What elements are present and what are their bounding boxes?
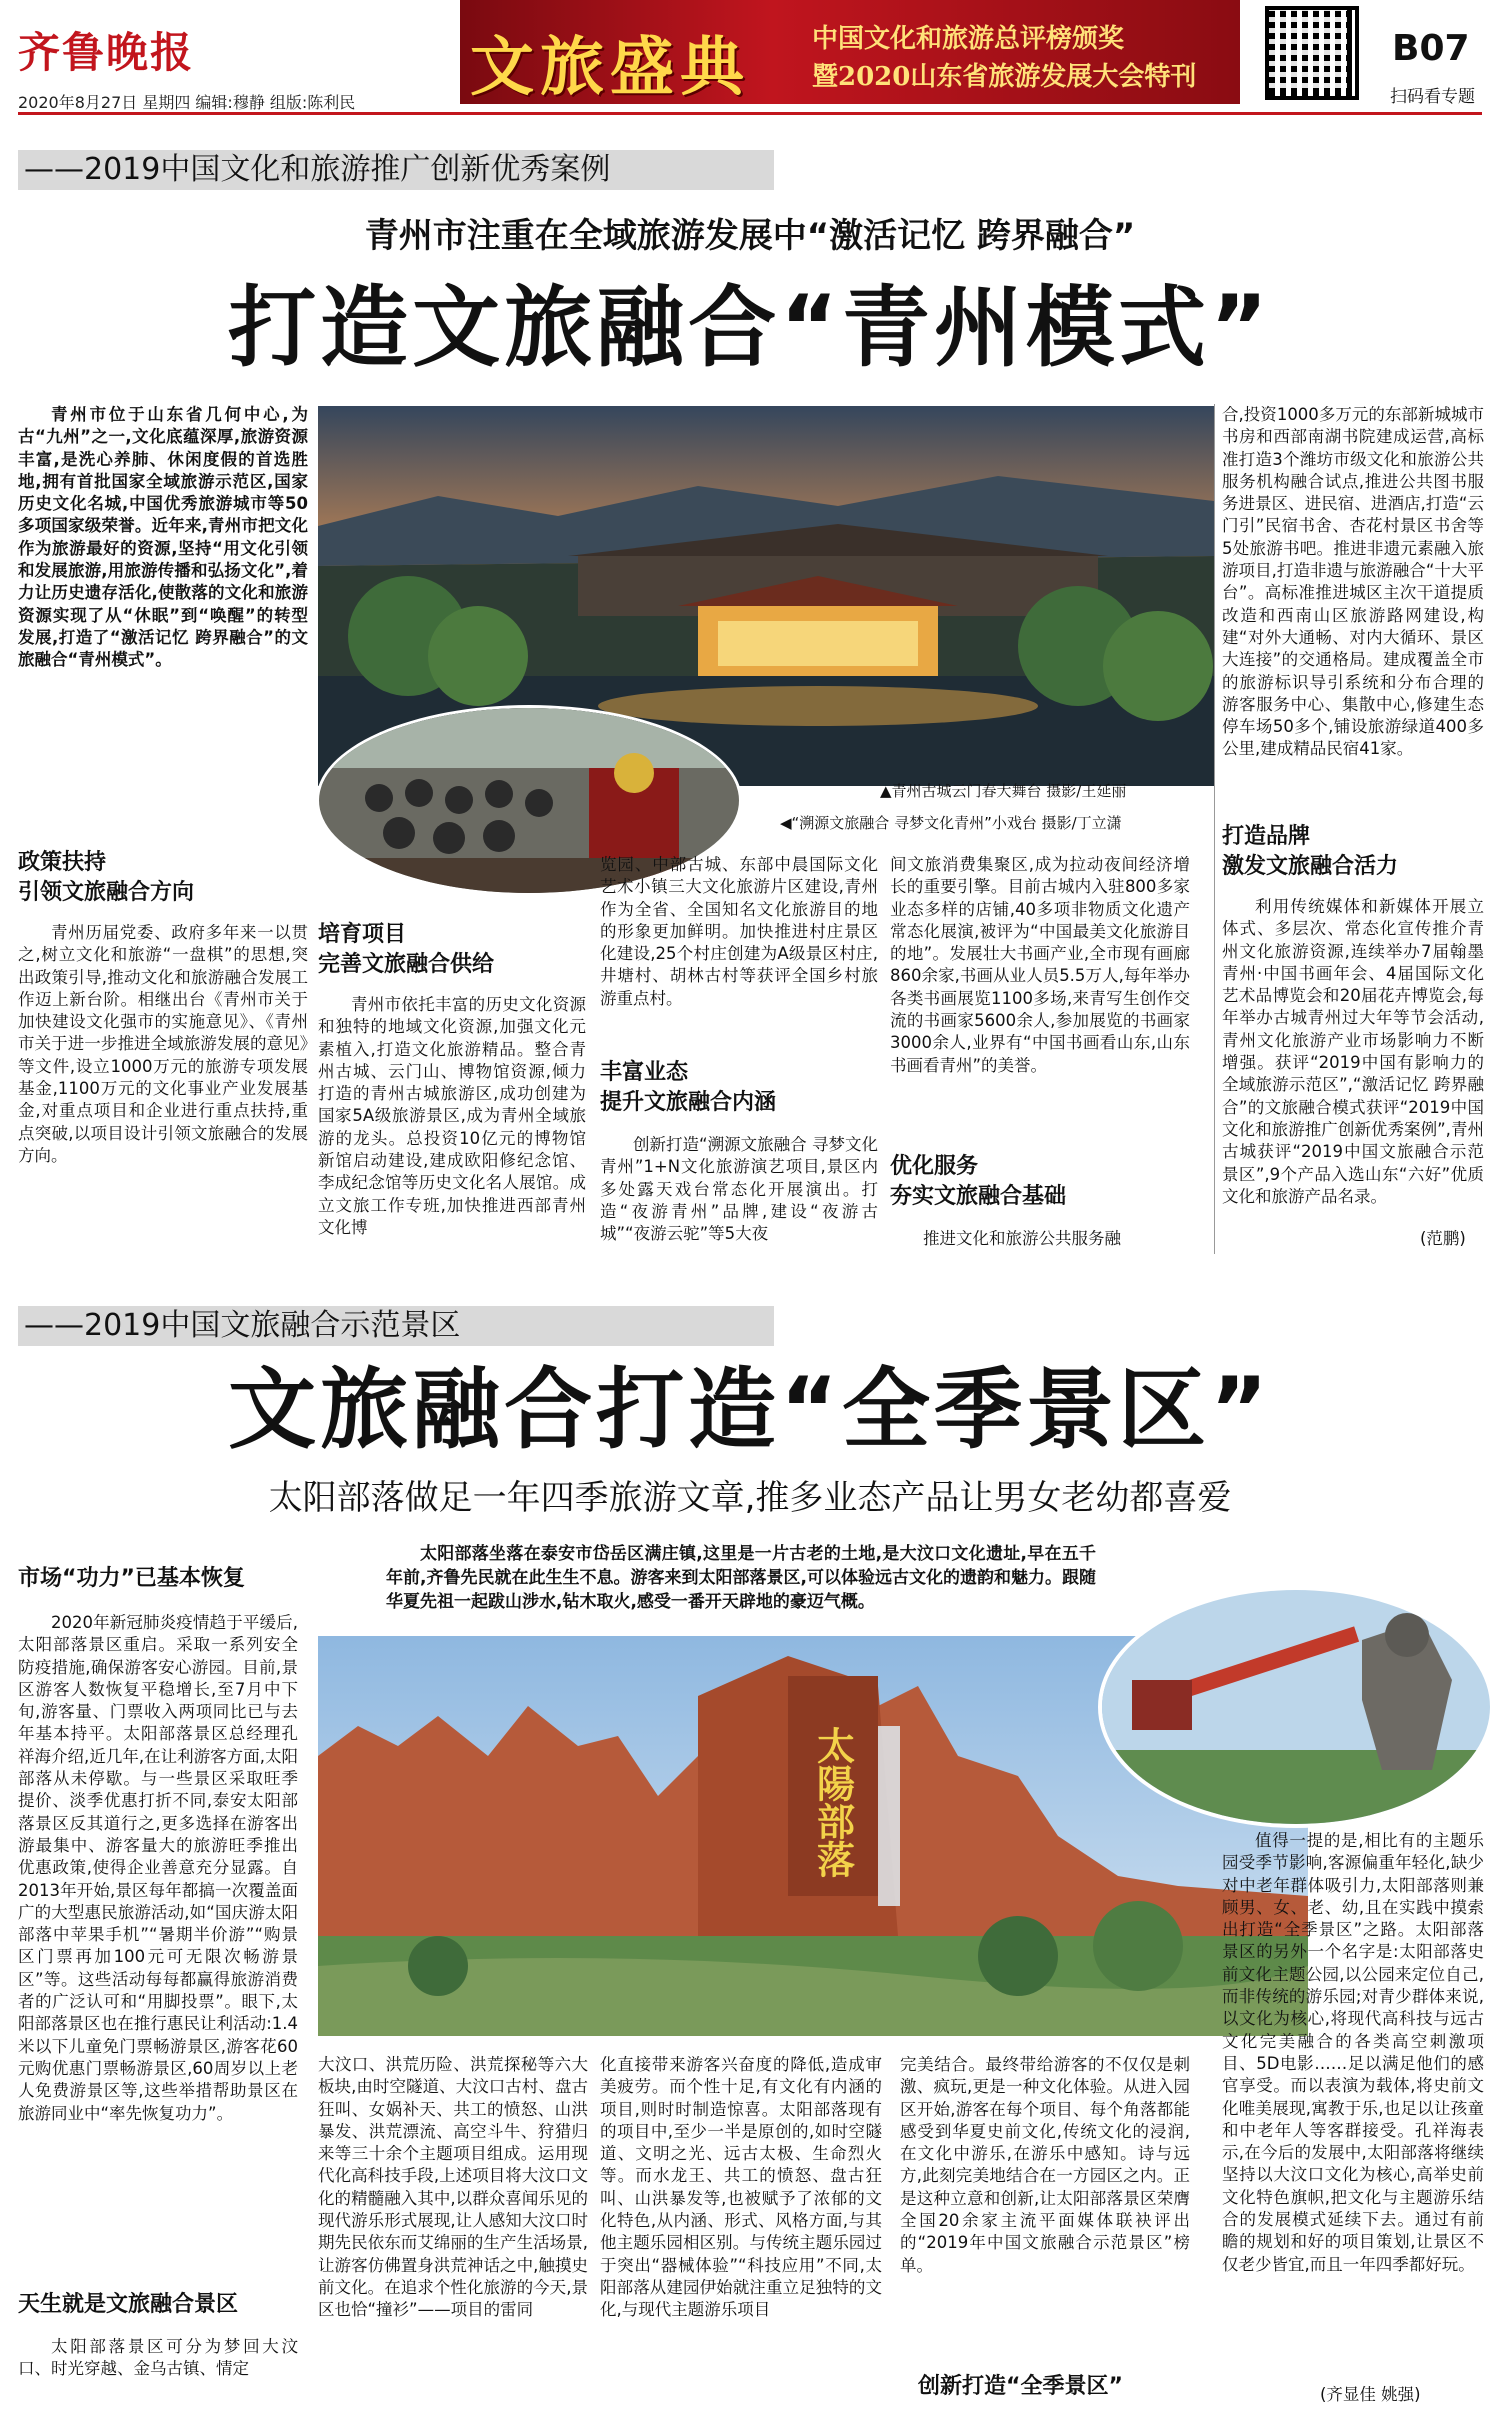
- sun-tribe-sign-text: 太陽部落: [810, 1726, 856, 1878]
- heading-brand: 打造品牌 激发文旅融合活力: [1222, 824, 1399, 879]
- story1-mid: 览园、中部古城、东部中晨国际文化艺术小镇三大文化旅游片区建设,青州作为全省、全国知名文化旅游目的地的形象更加鲜明。加快推进村庄景区化建设,25个村庄创建为A级景区村庄,井塘村、胡林古村等获评全国乡村旅游重点村。: [600, 855, 878, 1008]
- photo-ride-statue: [1098, 1586, 1494, 1828]
- story2-subhead: 太阳部落做足一年四季旅游文章,推多业态产品让男女老幼都喜爱: [268, 1478, 1232, 1518]
- story1-intro: 青州市位于山东省几何中心,为古“九州”之一,文化底蕴深厚,旅游资源丰富,是洗心养肺、休闲度假的首选胜地,拥有首批国家全域旅游示范区,国家历史文化名城,中国优秀旅游城市等50多项国家级荣誉。近年来,青州市把文化作为旅游最好的资源,坚持“用文化引领和发展旅游,用旅游传播和弘扬文化”,着力让历史遗存活化,使散落的文化和旅游资源实现了从“休眠”到“唤醒”的转型发展,打造了“激活记忆 跨界融合”的文旅融合“青州模式”。: [18, 405, 308, 670]
- story2-col3: 化直接带来游客兴奋度的降低,造成审美疲劳。而个性十足,有文化有内涵的项目,则时时制造惊喜。太阳部落现有的项目中,至少一半是原创的,如时空隧道、文明之光、远古太极、生命烈火等。而水龙王、共工的愤怒、盘古狂叫、山洪暴发等,也被赋予了浓郁的文化特色,从内涵、形式、风格方面,与其他主题乐园相区别。与传统主题乐园过于突出“器械体验”“科技应用”不同,太阳部落从建园伊始就注重立足独特的文化,与现代主题游乐项目: [600, 2055, 882, 2320]
- story1-subhead: 青州市注重在全域旅游发展中“激活记忆 跨界融合”: [364, 216, 1136, 256]
- caption-2: ◀“溯源文旅融合 寻梦文化青州”小戏台 摄影/丁立潇: [780, 814, 1122, 832]
- story2-lead: 太阳部落坐落在泰安市岱岳区满庄镇,这里是一片古老的土地,是大汶口文化遗址,早在五千年前,齐鲁先民就在此生生不息。游客来到太阳部落景区,可以体验远古文化的遗韵和魅力。跟随华夏先祖一起跋山涉水,钻木取火,感受一番开天辟地的豪迈气概。: [386, 1544, 1096, 1612]
- story2-col2: 大汶口、洪荒历险、洪荒探秘等六大板块,由时空隧道、大汶口古村、盘古狂叫、女娲补天、共工的愤怒、山洪暴发、洪荒漂流、高空斗牛、狩猎归来等三十余个主题项目组成。运用现代化高科技手段,上述项目将大汶口文化的精髓融入其中,以群众喜闻乐见的现代游乐形式展现,让人感知大汶口时期先民依东而艾绵丽的生产生活场景,让游客仿佛置身洪荒神话之中,触摸史前文化。在追求个性化旅游的今天,景区也恰“撞衫”——项目的雷同: [318, 2055, 588, 2320]
- heading-policy: 政策扶持 引领文旅融合方向: [18, 850, 195, 905]
- scan-label: 扫码看专题: [1390, 87, 1475, 107]
- story1-project: 青州市依托丰富的历史文化资源和独特的地域文化资源,加强文化元素植入,打造文化旅游精品。整合青州古城、云门山、博物馆资源,倾力打造的青州古城旅游区,成功创建为国家5A级旅游景区,成为青州全域旅游的龙头。总投资10亿元的博物馆新馆启动建设,建成欧阳修纪念馆、李成纪念馆等历史文化名人展馆。成立文旅工作专班,加快推进西部青州文化博: [318, 995, 586, 1237]
- story2-right: 值得一提的是,相比有的主题乐园受季节影响,客源偏重年轻化,缺少对中老年群体吸引力,太阳部落则兼顾男、女、老、幼,且在实践中摸索出打造“全季景区”之路。太阳部落景区的另外一个名字是:太阳部落史前文化主题公园,以公园来定位自己,而非传统的游乐园;对青少群体来说,以文化为核心,将现代高科技与远古文化完美融合的各类高空刺激项目、5D电影……足以满足他们的感官享受。而以表演为载体,将史前文化唯美展现,寓教于乐,也足以让孩童和中老年人等客群接受。孔祥海表示,在今后的发展中,太阳部落将继续坚持以大汶口文化为核心,高举史前文化特色旗帜,把文化与主题游乐结合的发展模式延续下去。通过有前瞻的规划和好的项目策划,让景区不仅老少皆宜,而且一年四季都好玩。: [1222, 1831, 1484, 2274]
- heading-biz: 丰富业态 提升文旅融合内涵: [600, 1060, 777, 1115]
- story1-brand: 利用传统媒体和新媒体开展立体式、多层次、常态化宣传推介青州文化旅游资源,连续举办7届翰墨青州·中国书画年会、4届国际文化艺术品博览会和20届花卉博览会,每年举办古城青州过大年等节会活动,青州文化旅游产业市场影响力不断增强。获评“2019中国有影响力的全域旅游示范区”,“激活记忆 跨界融合”的文旅融合模式获评“2019中国文化和旅游推广创新优秀案例”,青州古城获评“2019中国文旅融合示范景区”,9个产品入选山东“六好”优质文化和旅游产品名录。: [1222, 897, 1484, 1206]
- page-number: B07: [1392, 28, 1470, 69]
- section-bar-1: ——2019中国文化和旅游推广创新优秀案例: [18, 150, 774, 190]
- section-bar-2: ——2019中国文旅融合示范景区: [18, 1306, 774, 1346]
- story1-biz: 创新打造“溯源文旅融合 寻梦文化青州”1+N文化旅游演艺项目,景区内多处露天戏台常态化开展演出。打造“夜游青州”品牌,建设“夜游古城”“夜游云驼”等5大夜: [600, 1135, 878, 1244]
- heading-service: 优化服务 夯实文旅融合基础: [890, 1154, 1067, 1209]
- issue-meta: 2020年8月27日 星期四 编辑:穆静 组版:陈利民: [18, 93, 356, 112]
- heading-project: 培育项目 完善文旅融合供给: [318, 922, 495, 977]
- banner-subtitle-2: 暨2020山东省旅游发展大会特刊: [812, 62, 1197, 92]
- banner-subtitle-1: 中国文化和旅游总评榜颁奖: [812, 24, 1125, 54]
- story1-col4: 间文旅消费集聚区,成为拉动夜间经济增长的重要引擎。目前古城内入驻800多家业态多样的店铺,40多项非物质文化遗产常态化展演,被评为“中国最美文化旅游目的地”。发展壮大书画产业,全市现有画廊860余家,书画从业人员5.5万人,每年举办各类书画展览1100多场,来青写生创作交流的书画家5600余人,参加展览的书画家3000余人,业界有“中国书画看山东,山东书画看青州”的美誉。: [890, 855, 1190, 1075]
- masthead-logo: 齐鲁晚报: [18, 28, 195, 77]
- story1-policy: 青州历届党委、政府多年来一以贯之,树立文化和旅游“一盘棋”的思想,突出政策引导,推动文化和旅游融合发展工作迈上新台阶。相继出台《青州市关于加快建设文化强市的实施意见》、《青州市关于进一步推进全域旅游发展的意见》等文件,设立1000万元的旅游专项发展基金,1100万元的文化事业产业发展基金,对重点项目和企业进行重点扶持,重点突破,以项目设计引领文旅融合的发展方向。: [18, 923, 308, 1165]
- banner-title: 文旅盛典: [470, 30, 750, 105]
- qr-code-pattern: [1269, 10, 1347, 88]
- story1-service: 推进文化和旅游公共服务融: [923, 1229, 1121, 1248]
- header-rule: [18, 112, 1482, 115]
- caption-1: ▲青州古城云门春大舞台 摄影/王延丽: [880, 782, 1127, 800]
- story1-right-top: 合,投资1000多万元的东部新城城市书房和西部南湖书院建成运营,高标准打造3个潍坊市级文化和旅游公共服务机构融合试点,推进公共图书服务进景区、进民宿、进酒店,打造“云门引”民宿书舍、杏花村景区书舍等5处旅游书吧。推进非遗元素融入旅游项目,打造非遗与旅游融合“十大平台”。高标准推进城区主次干道提质改造和西南山区旅游路网建设,构建“对外大通畅、对内大循环、景区大连接”的交通格局。建成覆盖全市的旅游标识导引系统和分布合理的游客服务中心、集散中心,修建生态停车场50多个,铺设旅游绿道400多公里,建成精品民宿41家。: [1222, 405, 1484, 759]
- story1-byline: (范鹏): [1420, 1229, 1466, 1248]
- divider: [1214, 404, 1215, 1254]
- heading-natural: 天生就是文旅融合景区: [18, 2292, 239, 2317]
- heading-market: 市场“功力”已基本恢复: [18, 1566, 245, 1591]
- heading-season: 创新打造“全季景区”: [918, 2374, 1123, 2399]
- story1-headline: 打造文旅融合“青州模式”: [228, 276, 1272, 379]
- story2-natural: 太阳部落景区可分为梦回大汶口、时光穿越、金乌古镇、情定: [18, 2337, 298, 2379]
- story2-byline: (齐显佳 姚强): [1320, 2385, 1421, 2404]
- story2-headline: 文旅融合打造“全季景区”: [228, 1358, 1272, 1461]
- story2-market: 2020年新冠肺炎疫情趋于平缓后,太阳部落景区重启。采取一系列安全防疫措施,确保游客安心游园。目前,景区游客人数恢复平稳增长,至7月中下旬,游客量、门票收入两项同比已与去年基本持平。太阳部落景区总经理孔祥海介绍,近几年,在让利游客方面,太阳部落从未停歇。与一些景区采取旺季提价、淡季优惠打折不同,泰安太阳部落景区反其道行之,更多选择在游客出游最集中、游客量大的旅游旺季推出优惠政策,使得企业善意充分显露。自2013年开始,景区每年都搞一次覆盖面广的大型惠民旅游活动,如“国庆游太阳部落中苹果手机”“暑期半价游”“购景区门票再加100元可无限次畅游景区”等。这些活动每每都赢得旅游消费者的广泛认可和“用脚投票”。眼下,太阳部落景区也在推行惠民让利活动:1.4米以下儿童免门票畅游景区,游客花60元购优惠门票畅游景区,60周岁以上老人免费游景区等,这些举措帮助景区在旅游同业中“率先恢复功力”。: [18, 1613, 298, 2123]
- story2-col4: 完美结合。最终带给游客的不仅仅是刺激、疯玩,更是一种文化体验。从进入园区开始,游客在每个项目、每个角落都能感受到华夏史前文化,传统文化的浸润,在文化中游乐,在游乐中感知。诗与远方,此刻完美地结合在一方园区之内。正是这种立意和创新,让太阳部落景区荣膺全国20余家主流平面媒体联袂评出的“2019年中国文旅融合示范景区”榜单。: [900, 2055, 1190, 2275]
